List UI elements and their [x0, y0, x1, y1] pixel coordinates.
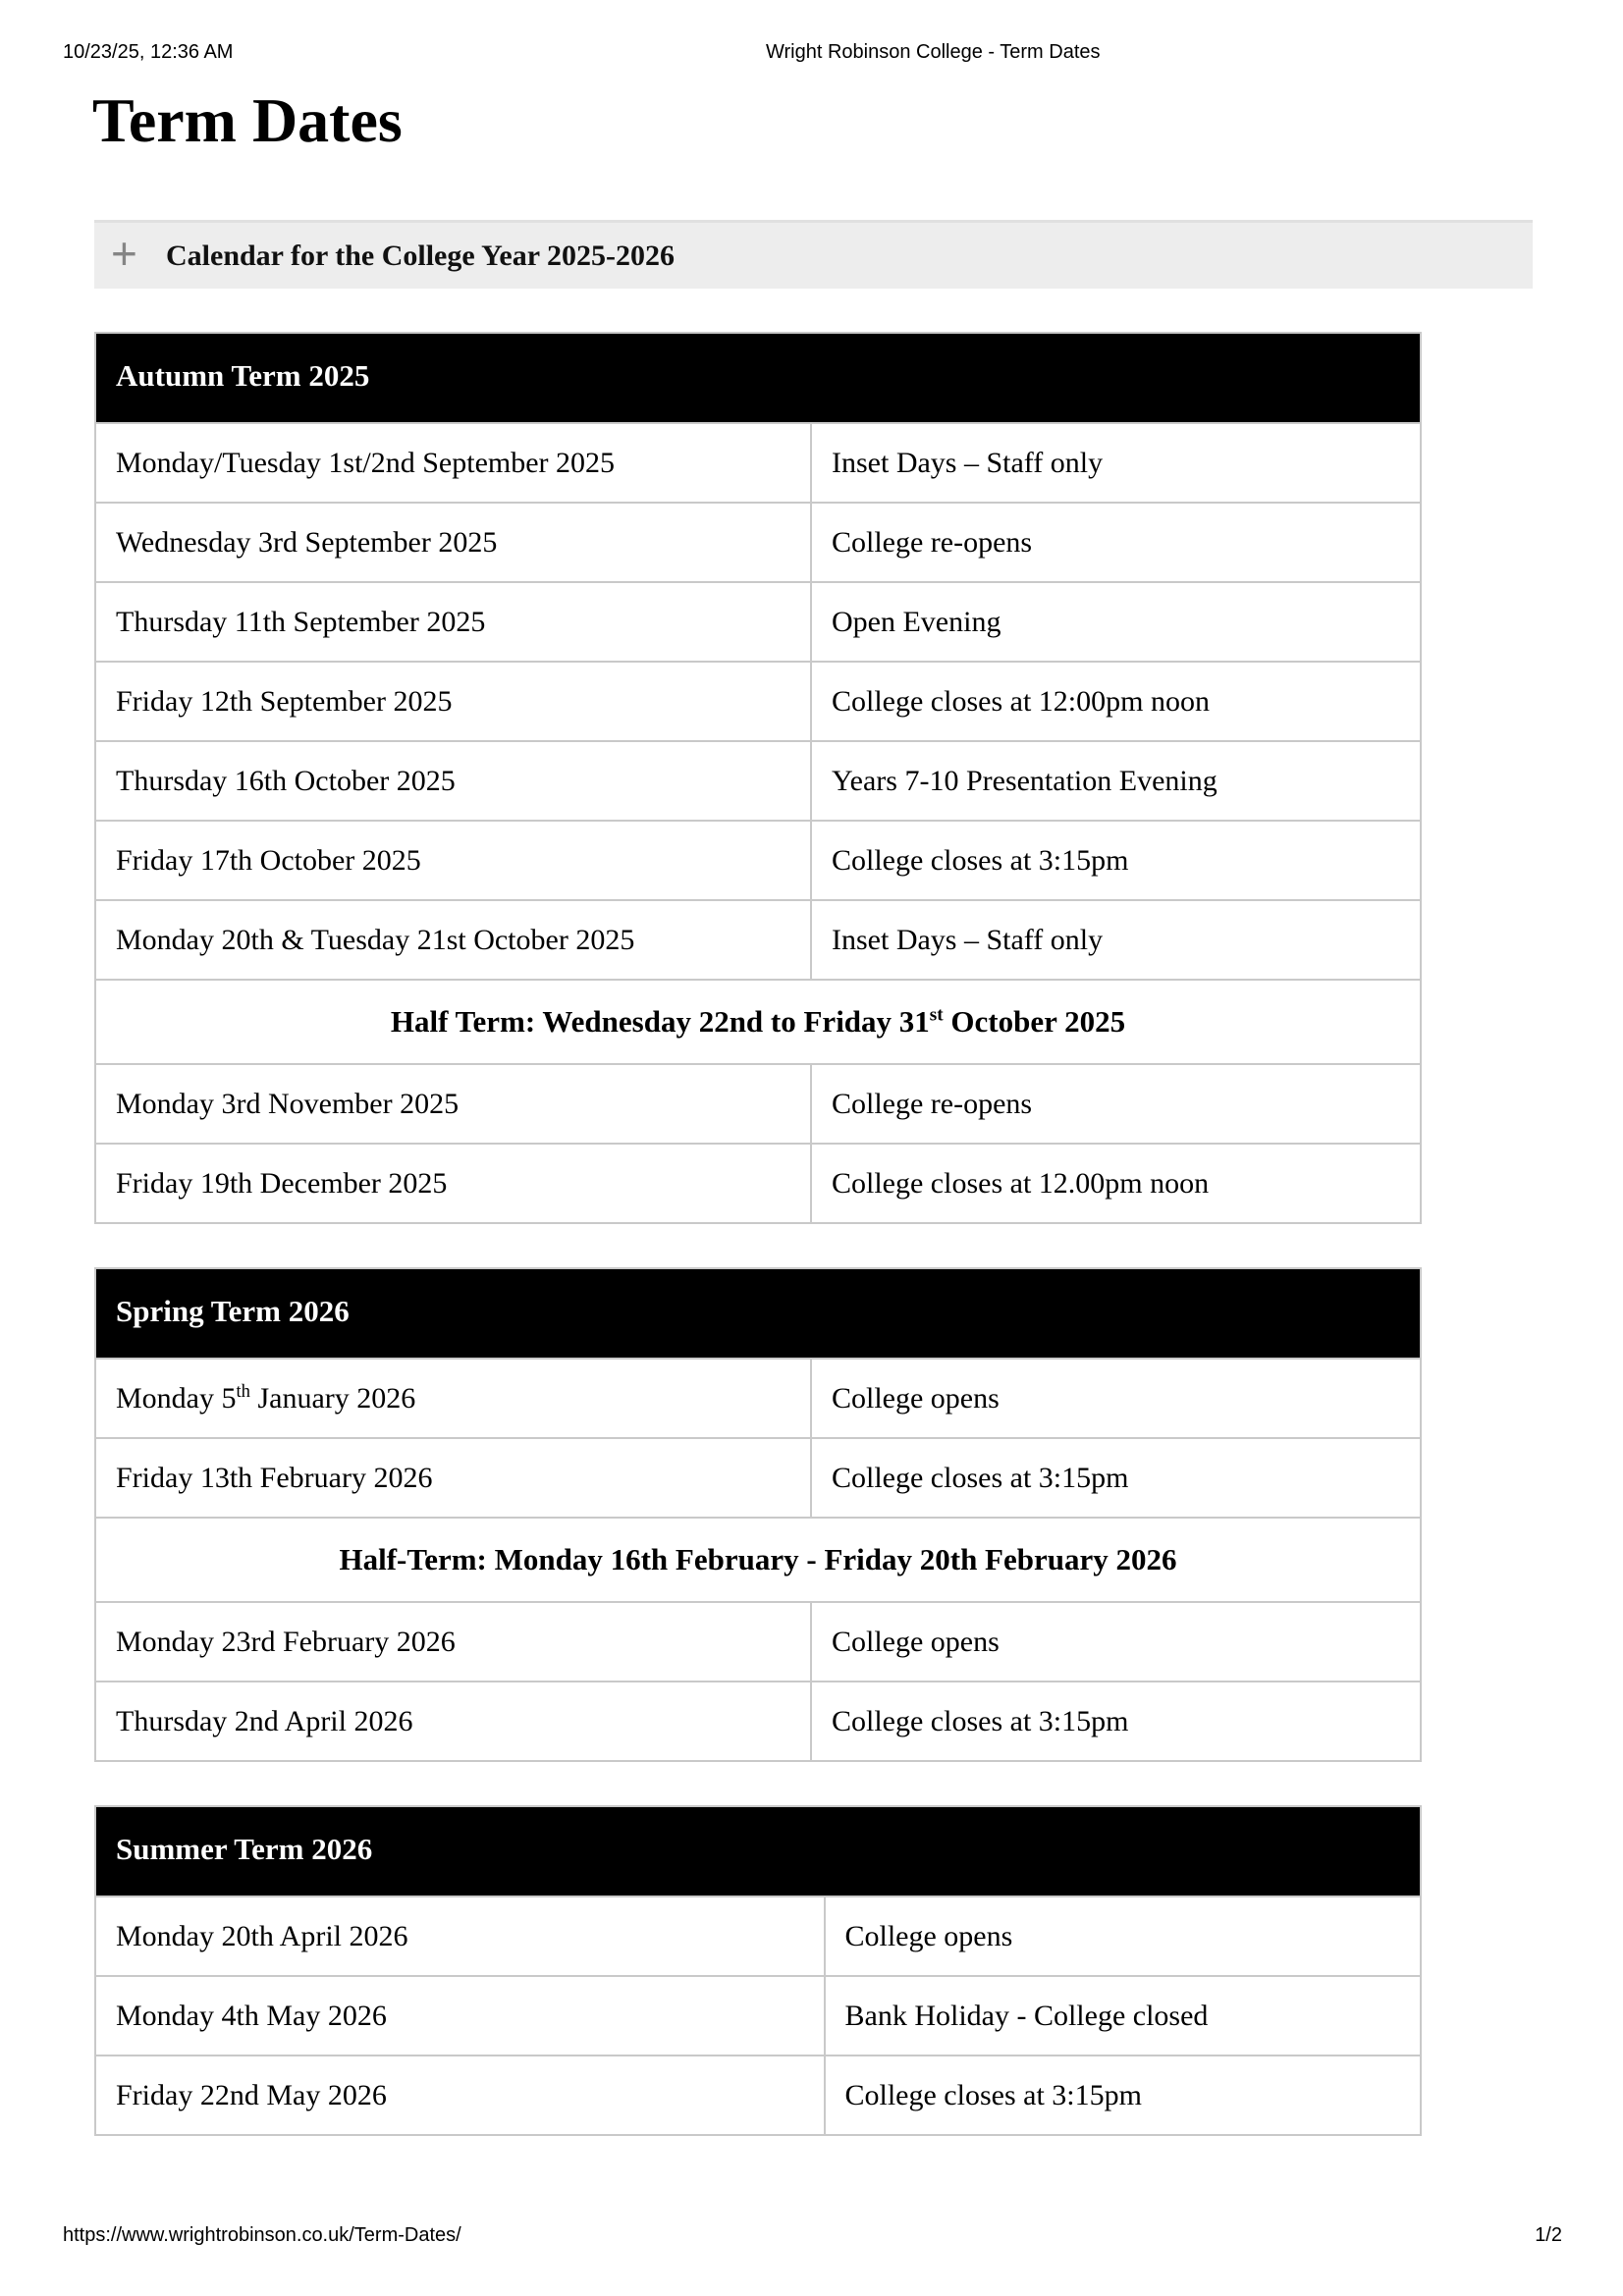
table-row	[95, 900, 1421, 980]
event-cell: Inset Days – Staff only	[811, 900, 1421, 980]
event-cell: Years 7-10 Presentation Evening	[811, 741, 1421, 821]
table-row	[95, 1144, 1421, 1223]
event-cell: College closes at 12.00pm noon	[811, 1144, 1421, 1223]
ordinal-superscript: th	[236, 1380, 250, 1402]
table-row	[95, 1682, 1421, 1761]
table-row	[95, 423, 1421, 503]
date-cell: Monday 20th April 2026	[95, 1896, 825, 1976]
date-cell: Monday 3rd November 2025	[95, 1064, 811, 1144]
event-cell: College closes at 3:15pm	[811, 1438, 1421, 1518]
print-datetime: 10/23/25, 12:36 AM	[63, 41, 234, 63]
date-cell: Friday 13th February 2026	[95, 1438, 811, 1518]
print-doc-title: Wright Robinson College - Term Dates	[766, 41, 1101, 63]
date-cell: Friday 17th October 2025	[95, 821, 811, 900]
table-row	[95, 1602, 1421, 1682]
table-row	[95, 980, 1421, 1064]
term-header-row	[95, 333, 1421, 423]
event-cell: College opens	[825, 1896, 1422, 1976]
date-cell: Friday 12th September 2025	[95, 662, 811, 741]
event-cell: College closes at 3:15pm	[811, 821, 1421, 900]
content-area	[94, 220, 1533, 2136]
table-row	[95, 1064, 1421, 1144]
table-row	[95, 1359, 1421, 1438]
term-table-title: Summer Term 2026	[95, 1806, 1421, 1896]
table-row	[95, 741, 1421, 821]
page-title: Term Dates	[92, 85, 403, 155]
term-header-row	[95, 1806, 1421, 1896]
plus-icon: +	[111, 227, 137, 279]
print-footer-url: https://www.wrightrobinson.co.uk/Term-Dates/	[63, 2224, 461, 2246]
date-cell: Thursday 11th September 2025	[95, 582, 811, 662]
half-term-row: Half-Term: Monday 16th February - Friday 20th February 2026	[95, 1518, 1421, 1602]
date-cell: Friday 19th December 2025	[95, 1144, 811, 1223]
print-page-number: 1/2	[1535, 2224, 1562, 2246]
table-row	[95, 2056, 1421, 2135]
calendar-accordion-toggle[interactable]	[94, 220, 1533, 289]
table-row	[95, 1896, 1421, 1976]
date-cell: Monday 20th & Tuesday 21st October 2025	[95, 900, 811, 980]
table-row	[95, 503, 1421, 582]
date-cell: Thursday 2nd April 2026	[95, 1682, 811, 1761]
half-term-row: Half Term: Wednesday 22nd to Friday 31st October 2025	[95, 980, 1421, 1064]
date-cell: Friday 22nd May 2026	[95, 2056, 825, 2135]
table-row	[95, 821, 1421, 900]
term-table	[94, 1267, 1422, 1762]
table-row	[95, 582, 1421, 662]
date-cell: Wednesday 3rd September 2025	[95, 503, 811, 582]
table-row	[95, 1518, 1421, 1602]
event-cell: College closes at 3:15pm	[811, 1682, 1421, 1761]
term-table-title: Spring Term 2026	[95, 1268, 1421, 1359]
term-tables	[94, 332, 1533, 2136]
date-cell: Monday/Tuesday 1st/2nd September 2025	[95, 423, 811, 503]
term-table-title: Autumn Term 2025	[95, 333, 1421, 423]
date-cell: Thursday 16th October 2025	[95, 741, 811, 821]
date-cell: Monday 5th January 2026	[95, 1359, 811, 1438]
ordinal-superscript: st	[929, 1004, 944, 1026]
term-table	[94, 332, 1422, 1224]
event-cell: College re-opens	[811, 1064, 1421, 1144]
date-cell: Monday 4th May 2026	[95, 1976, 825, 2056]
event-cell: College closes at 3:15pm	[825, 2056, 1422, 2135]
date-cell: Monday 23rd February 2026	[95, 1602, 811, 1682]
table-row	[95, 1438, 1421, 1518]
event-cell: College opens	[811, 1602, 1421, 1682]
event-cell: College closes at 12:00pm noon	[811, 662, 1421, 741]
event-cell: College opens	[811, 1359, 1421, 1438]
event-cell: Inset Days – Staff only	[811, 423, 1421, 503]
term-header-row	[95, 1268, 1421, 1359]
accordion-label: Calendar for the College Year 2025-2026	[166, 239, 675, 272]
event-cell: Open Evening	[811, 582, 1421, 662]
event-cell: College re-opens	[811, 503, 1421, 582]
table-row	[95, 1976, 1421, 2056]
event-cell: Bank Holiday - College closed	[825, 1976, 1422, 2056]
term-table	[94, 1805, 1422, 2136]
table-row	[95, 662, 1421, 741]
